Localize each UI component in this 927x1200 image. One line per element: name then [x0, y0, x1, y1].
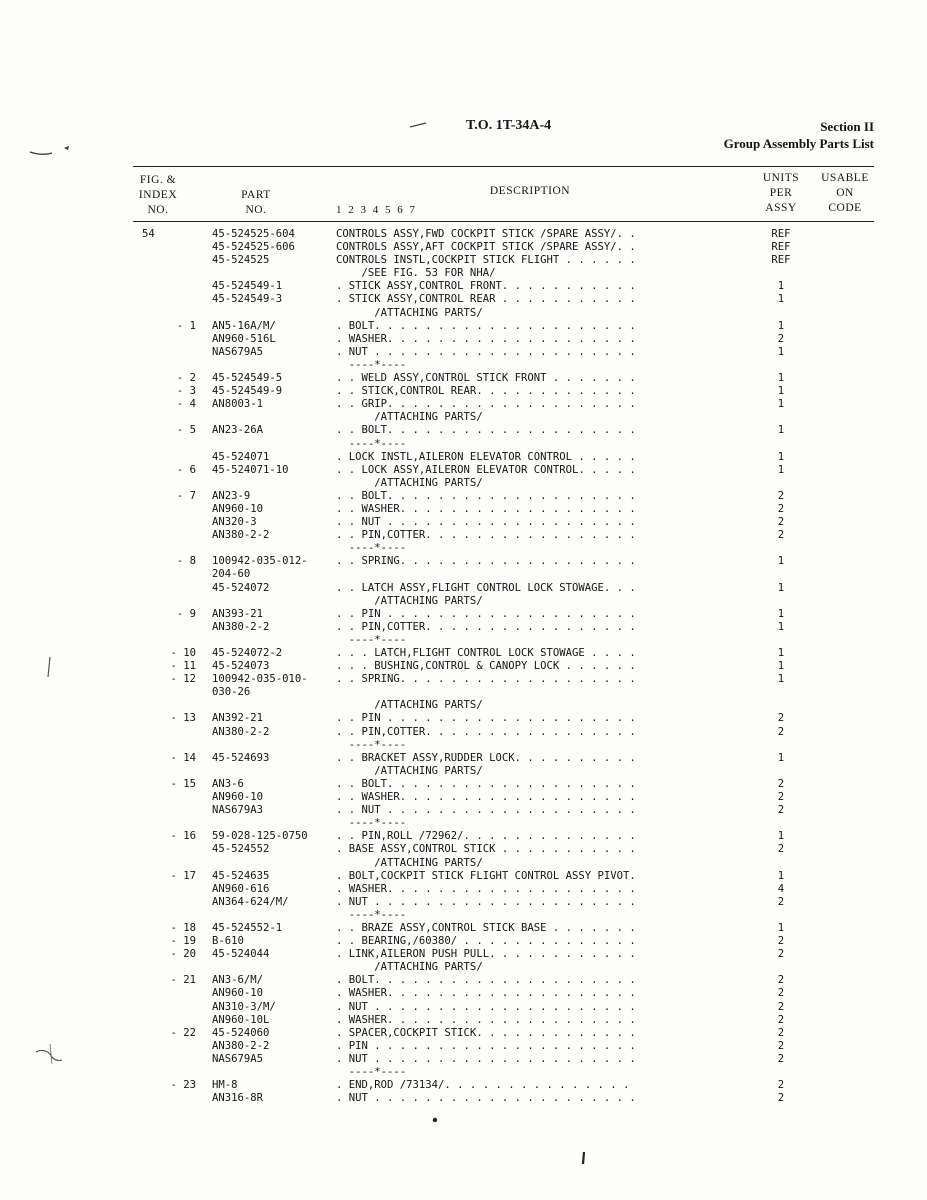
header-top-rule: [133, 166, 874, 167]
description: . . SPRING. . . . . . . . . . . . . . . . . . .: [336, 555, 636, 568]
description: /ATTACHING PARTS/: [336, 856, 483, 869]
description: ----*----: [336, 1066, 407, 1078]
units-per-assy: REF: [771, 241, 791, 254]
description: . BOLT,COCKPIT STICK FLIGHT CONTROL ASSY PIVOT.: [336, 869, 636, 882]
part-number: AN380-2-2: [212, 725, 270, 738]
part-number: AN393-21: [212, 607, 264, 620]
part-number: 45-524549-3: [212, 293, 283, 306]
scan-mark-top: [408, 120, 432, 130]
table-row: [0, 673, 927, 686]
units-per-assy: 1: [777, 921, 785, 934]
table-row: [0, 660, 927, 673]
table-row: [0, 490, 927, 503]
description: . . PIN,COTTER. . . . . . . . . . . . . . . . .: [336, 725, 636, 738]
table-row: [0, 1066, 927, 1079]
part-number: 45-524525: [212, 254, 270, 267]
units-per-assy: 2: [777, 1039, 785, 1052]
units-per-assy: 1: [777, 607, 785, 620]
description: . BASE ASSY,CONTROL STICK . . . . . . . . . . .: [336, 843, 636, 856]
table-row: [0, 974, 927, 987]
index-number: - 20: [170, 948, 196, 961]
units-per-assy: 1: [777, 372, 785, 385]
description: . . BEARING,/60380/ . . . . . . . . . . . . . .: [336, 935, 636, 948]
to-number: T.O. 1T-34A-4: [466, 118, 552, 133]
col-part-line1: PART: [241, 189, 271, 201]
section-label: Section II: [820, 119, 874, 134]
part-number: AN960-10: [212, 987, 264, 1000]
units-per-assy: 2: [777, 529, 785, 542]
part-number: 45-524525-606: [212, 241, 295, 254]
description: CONTROLS INSTL,COCKPIT STICK FLIGHT . . . . . .: [336, 254, 636, 267]
description: /ATTACHING PARTS/: [336, 306, 483, 319]
col-usable-on-code: [818, 171, 872, 216]
description: . . WASHER. . . . . . . . . . . . . . . . . . .: [336, 791, 636, 804]
description: . WASHER. . . . . . . . . . . . . . . . . . . .: [336, 332, 636, 345]
index-number: - 18: [170, 921, 196, 934]
table-row: [0, 961, 927, 974]
units-per-assy: 2: [777, 777, 785, 790]
table-row: [0, 922, 927, 935]
table-row: [0, 752, 927, 765]
description: . . PIN,ROLL /72962/. . . . . . . . . . . . . .: [336, 830, 636, 843]
units-per-assy: 2: [777, 974, 785, 987]
table-row: [0, 228, 927, 241]
part-number: AN23-26A: [212, 424, 264, 437]
index-number: - 15: [170, 777, 196, 790]
description: . . BRAZE ASSY,CONTROL STICK BASE . . . . . . .: [336, 921, 636, 934]
table-row: [0, 254, 927, 267]
index-number: - 13: [170, 712, 196, 725]
description: ----*----: [336, 437, 407, 450]
description: . WASHER. . . . . . . . . . . . . . . . . . . .: [336, 1013, 636, 1026]
description: ----*----: [336, 358, 407, 371]
table-row: [0, 817, 927, 830]
part-number: 030-26: [212, 686, 251, 699]
description: . . GRIP. . . . . . . . . . . . . . . . . . . .: [336, 398, 636, 411]
part-number: AN960-10: [212, 502, 264, 515]
part-number: AN8003-1: [212, 398, 264, 411]
description: . . PIN . . . . . . . . . . . . . . . . . . . .: [336, 712, 636, 725]
description: . NUT . . . . . . . . . . . . . . . . . . . . .: [336, 345, 636, 358]
part-number: 45-524073: [212, 660, 270, 673]
table-row: [0, 555, 927, 568]
description: /ATTACHING PARTS/: [336, 699, 483, 712]
col-usable-line3: CODE: [828, 202, 862, 214]
index-number: - 10: [170, 647, 196, 659]
table-row: [0, 987, 927, 1000]
table-row: [0, 333, 927, 346]
units-per-assy: 1: [777, 385, 785, 398]
units-per-assy: 1: [777, 345, 785, 358]
description: ----*----: [336, 542, 407, 555]
index-number: - 8: [176, 555, 196, 568]
description: . . PIN . . . . . . . . . . . . . . . . . . . .: [336, 607, 636, 620]
col-units-line1: UNITS: [762, 172, 800, 184]
units-per-assy: 1: [777, 398, 785, 411]
index-number: - 23: [170, 1079, 196, 1092]
units-per-assy: 2: [777, 895, 785, 908]
description: . . . LATCH,FLIGHT CONTROL LOCK STOWAGE . . . .: [336, 647, 636, 659]
description: . . NUT . . . . . . . . . . . . . . . . . . . .: [336, 804, 636, 817]
scan-dot-bottom: [430, 1115, 440, 1125]
part-number: AN364-624/M/: [212, 895, 289, 908]
part-number: 45-524693: [212, 751, 270, 764]
index-number: - 12: [170, 673, 196, 686]
table-row: [0, 1001, 927, 1014]
section-header: [724, 118, 874, 152]
col-description: DESCRIPTION: [489, 185, 571, 197]
table-row: [0, 293, 927, 306]
part-number: AN960-616: [212, 882, 270, 895]
part-number: AN960-10: [212, 791, 264, 804]
description: . . BOLT. . . . . . . . . . . . . . . . . . . .: [336, 424, 636, 437]
units-per-assy: 2: [777, 948, 785, 961]
description: . . NUT . . . . . . . . . . . . . . . . . . . .: [336, 516, 636, 529]
description: . WASHER. . . . . . . . . . . . . . . . . . . .: [336, 987, 636, 1000]
units-per-assy: 2: [777, 1000, 785, 1013]
units-per-assy: 1: [777, 647, 785, 659]
description: . SPACER,COCKPIT STICK. . . . . . . . . . . . .: [336, 1026, 636, 1039]
units-per-assy: 1: [777, 660, 785, 673]
part-number: 45-524071: [212, 450, 270, 463]
table-row: [0, 857, 927, 870]
table-row: [0, 398, 927, 411]
table-row: [0, 686, 927, 699]
table-row: [0, 503, 927, 516]
part-number: 45-524044: [212, 948, 270, 961]
description: /ATTACHING PARTS/: [336, 764, 483, 777]
table-row: [0, 739, 927, 752]
units-per-assy: 2: [777, 725, 785, 738]
description: . . BOLT. . . . . . . . . . . . . . . . . . . .: [336, 489, 636, 502]
table-row: [0, 464, 927, 477]
part-number: AN5-16A/M/: [212, 319, 276, 332]
units-per-assy: 1: [777, 620, 785, 633]
part-number: AN380-2-2: [212, 620, 270, 633]
section-title: Group Assembly Parts List: [723, 136, 874, 151]
part-number: 45-524060: [212, 1026, 270, 1039]
units-per-assy: 2: [777, 1026, 785, 1039]
part-number: 45-524549-1: [212, 280, 283, 293]
fig-number: 54: [142, 228, 155, 240]
description: . END,ROD /73134/. . . . . . . . . . . . . . .: [336, 1079, 630, 1092]
description: . PIN . . . . . . . . . . . . . . . . . . . . .: [336, 1039, 636, 1052]
part-number: 45-524072-2: [212, 647, 283, 659]
description: . STICK ASSY,CONTROL REAR . . . . . . . . . . .: [336, 293, 636, 306]
description: . NUT . . . . . . . . . . . . . . . . . . . . .: [336, 1052, 636, 1065]
part-number: AN960-516L: [212, 332, 276, 345]
units-per-assy: 1: [777, 463, 785, 476]
units-per-assy: 1: [777, 830, 785, 843]
table-row: [0, 411, 927, 424]
index-number: - 16: [170, 830, 196, 843]
description: /ATTACHING PARTS/: [336, 961, 483, 974]
table-row: [0, 359, 927, 372]
col-fig-line1: FIG. &: [139, 174, 177, 186]
part-number: 204-60: [212, 568, 251, 581]
part-number: B-610: [212, 935, 244, 948]
table-row: [0, 516, 927, 529]
part-number: 45-524635: [212, 869, 270, 882]
units-per-assy: 2: [777, 1013, 785, 1026]
units-per-assy: 1: [777, 280, 785, 293]
part-number: 45-524549-9: [212, 385, 283, 398]
part-number: HM-8: [212, 1079, 238, 1092]
part-number: AN392-21: [212, 712, 264, 725]
part-number: 45-524071-10: [212, 463, 289, 476]
units-per-assy: 2: [777, 502, 785, 515]
table-row: [0, 909, 927, 922]
description: . WASHER. . . . . . . . . . . . . . . . . . . .: [336, 882, 636, 895]
col-units-line2: PER: [769, 187, 793, 199]
description: . . SPRING. . . . . . . . . . . . . . . . . . .: [336, 673, 636, 686]
part-number: AN310-3/M/: [212, 1000, 276, 1013]
index-number: - 7: [176, 489, 196, 502]
units-per-assy: 2: [777, 791, 785, 804]
units-per-assy: 1: [777, 319, 785, 332]
units-per-assy: 1: [777, 450, 785, 463]
description: . . PIN,COTTER. . . . . . . . . . . . . . . . .: [336, 620, 636, 633]
col-indent-scale: 1 2 3 4 5 6 7: [336, 204, 417, 216]
scan-mark-left: [28, 140, 78, 160]
table-row: [0, 804, 927, 817]
units-per-assy: 2: [777, 804, 785, 817]
index-number: - 6: [176, 463, 196, 476]
units-per-assy: 2: [777, 987, 785, 1000]
table-row: [0, 634, 927, 647]
units-per-assy: 4: [777, 882, 785, 895]
table-row: [0, 712, 927, 725]
description: /ATTACHING PARTS/: [336, 411, 483, 424]
description: . . WASHER. . . . . . . . . . . . . . . . . . .: [336, 502, 636, 515]
table-row: [0, 608, 927, 621]
table-row: [0, 477, 927, 490]
table-row: [0, 1092, 927, 1105]
description: ----*----: [336, 817, 407, 830]
part-number: 45-524552: [212, 843, 270, 856]
col-usable-line2: ON: [836, 187, 854, 199]
description: . . LOCK ASSY,AILERON ELEVATOR CONTROL. . . . .: [336, 463, 636, 476]
scan-mark-bracket: [44, 655, 54, 681]
units-per-assy: 2: [777, 1092, 785, 1105]
description: . . LATCH ASSY,FLIGHT CONTROL LOCK STOWAGE. . .: [336, 581, 636, 594]
description: /ATTACHING PARTS/: [336, 476, 483, 489]
index-number: - 5: [176, 424, 196, 437]
table-row: [0, 529, 927, 542]
index-number: - 22: [170, 1026, 196, 1039]
scan-mark-smudge: [28, 1030, 68, 1080]
units-per-assy: 1: [777, 555, 785, 568]
col-fig-index: [138, 173, 178, 218]
description: . . . BUSHING,CONTROL & CANOPY LOCK . . . . . .: [336, 660, 636, 673]
part-number: AN316-8R: [212, 1092, 264, 1105]
col-part-line2: NO.: [245, 204, 267, 216]
description: ----*----: [336, 908, 407, 921]
table-row: [0, 1040, 927, 1053]
description: ----*----: [336, 633, 407, 646]
part-number: NAS679A5: [212, 1052, 264, 1065]
col-units-per-assy: [756, 171, 806, 216]
col-units-line3: ASSY: [765, 202, 797, 214]
units-per-assy: 2: [777, 489, 785, 502]
part-number: 45-524549-5: [212, 372, 283, 385]
part-number: AN380-2-2: [212, 529, 270, 542]
col-fig-line2: INDEX: [138, 189, 178, 201]
units-per-assy: 2: [777, 332, 785, 345]
table-row: [0, 935, 927, 948]
units-per-assy: 1: [777, 673, 785, 686]
description: . BOLT. . . . . . . . . . . . . . . . . . . . .: [336, 319, 636, 332]
description: . BOLT. . . . . . . . . . . . . . . . . . . . .: [336, 974, 636, 987]
index-number: - 3: [176, 385, 196, 398]
table-row: [0, 320, 927, 333]
table-row: [0, 1014, 927, 1027]
table-row: [0, 307, 927, 320]
part-number: AN3-6: [212, 777, 244, 790]
part-number: NAS679A5: [212, 345, 264, 358]
table-row: [0, 582, 927, 595]
description: /ATTACHING PARTS/: [336, 594, 483, 607]
units-per-assy: 2: [777, 712, 785, 725]
table-row: [0, 451, 927, 464]
table-row: [0, 385, 927, 398]
description: . STICK ASSY,CONTROL FRONT. . . . . . . . . . .: [336, 280, 636, 293]
description: CONTROLS ASSY,AFT COCKPIT STICK /SPARE ASSY/. .: [336, 241, 636, 254]
table-row: [0, 791, 927, 804]
units-per-assy: 2: [777, 516, 785, 529]
parts-list: [0, 228, 927, 1105]
description: . NUT . . . . . . . . . . . . . . . . . . . . .: [336, 1092, 636, 1105]
table-row: [0, 1053, 927, 1066]
index-number: - 21: [170, 974, 196, 987]
table-row: [0, 621, 927, 634]
part-number: AN960-10L: [212, 1013, 270, 1026]
index-number: - 17: [170, 869, 196, 882]
part-number: AN3-6/M/: [212, 974, 264, 987]
index-number: - 1: [176, 319, 196, 332]
description: . . BRACKET ASSY,RUDDER LOCK. . . . . . . . . .: [336, 751, 636, 764]
units-per-assy: 1: [777, 424, 785, 437]
col-fig-line3: NO.: [147, 204, 169, 216]
header-bottom-rule: [133, 221, 874, 222]
part-number: 45-524552-1: [212, 921, 283, 934]
table-row: [0, 765, 927, 778]
part-number: 100942-035-012-: [212, 555, 308, 568]
description: . LINK,AILERON PUSH PULL. . . . . . . . . . . .: [336, 948, 636, 961]
table-row: [0, 778, 927, 791]
description: /SEE FIG. 53 FOR NHA/: [336, 267, 496, 280]
col-part-no: [226, 188, 286, 218]
units-per-assy: 2: [777, 935, 785, 948]
table-row: [0, 1079, 927, 1092]
table-row: [0, 647, 927, 660]
units-per-assy: 1: [777, 751, 785, 764]
description: . NUT . . . . . . . . . . . . . . . . . . . . .: [336, 1000, 636, 1013]
units-per-assy: 1: [777, 869, 785, 882]
table-row: [0, 948, 927, 961]
part-number: 45-524525-604: [212, 228, 295, 240]
table-row: [0, 726, 927, 739]
index-number: - 2: [176, 372, 196, 385]
table-row: [0, 568, 927, 581]
part-number: AN320-3: [212, 516, 257, 529]
units-per-assy: 2: [777, 843, 785, 856]
table-row: [0, 843, 927, 856]
table-row: [0, 438, 927, 451]
units-per-assy: 1: [777, 581, 785, 594]
table-row: [0, 1027, 927, 1040]
index-number: - 11: [170, 660, 196, 673]
index-number: - 9: [176, 607, 196, 620]
units-per-assy: 1: [777, 293, 785, 306]
table-row: [0, 896, 927, 909]
part-number: 45-524072: [212, 581, 270, 594]
table-row: [0, 870, 927, 883]
col-usable-line1: USABLE: [821, 172, 869, 184]
part-number: AN23-9: [212, 489, 251, 502]
description: ----*----: [336, 738, 407, 751]
description: . LOCK INSTL,AILERON ELEVATOR CONTROL . . . . .: [336, 450, 636, 463]
table-row: [0, 346, 927, 359]
description: CONTROLS ASSY,FWD COCKPIT STICK /SPARE ASSY/. .: [336, 228, 636, 240]
units-per-assy: 2: [777, 1052, 785, 1065]
units-per-assy: REF: [771, 254, 791, 267]
table-row: [0, 699, 927, 712]
table-row: [0, 830, 927, 843]
table-row: [0, 267, 927, 280]
table-row: [0, 424, 927, 437]
units-per-assy: REF: [771, 228, 791, 240]
table-row: [0, 595, 927, 608]
index-number: - 19: [170, 935, 196, 948]
part-number: NAS679A3: [212, 804, 264, 817]
scan-mark-bottom: [578, 1150, 590, 1168]
table-row: [0, 280, 927, 293]
part-number: 100942-035-010-: [212, 673, 308, 686]
description: . . BOLT. . . . . . . . . . . . . . . . . . . .: [336, 777, 636, 790]
units-per-assy: 2: [777, 1079, 785, 1092]
table-row: [0, 542, 927, 555]
index-number: - 14: [170, 751, 196, 764]
description: . . STICK,CONTROL REAR. . . . . . . . . . . . .: [336, 385, 636, 398]
description: . NUT . . . . . . . . . . . . . . . . . . . . .: [336, 895, 636, 908]
description: . . PIN,COTTER. . . . . . . . . . . . . . . . .: [336, 529, 636, 542]
index-number: - 4: [176, 398, 196, 411]
part-number: AN380-2-2: [212, 1039, 270, 1052]
table-row: [0, 372, 927, 385]
table-row: [0, 883, 927, 896]
description: . . WELD ASSY,CONTROL STICK FRONT . . . . . . .: [336, 372, 636, 385]
part-number: 59-028-125-0750: [212, 830, 308, 843]
table-row: [0, 241, 927, 254]
